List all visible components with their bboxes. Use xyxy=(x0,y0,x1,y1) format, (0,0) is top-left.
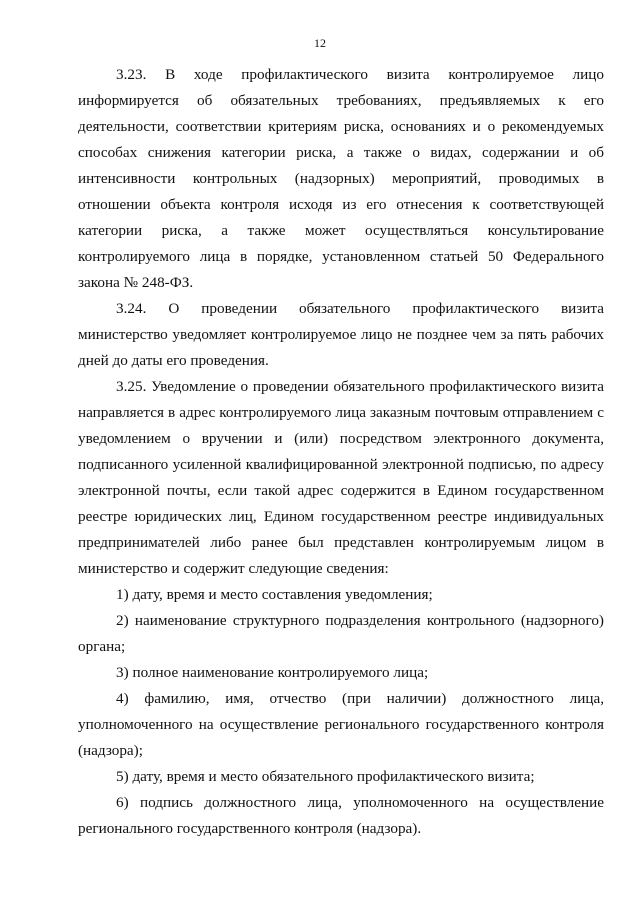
list-item-6: 6) подпись должностного лица, уполномоченного на осуществление регионального государственного контроля (надзора). xyxy=(78,794,604,837)
list-item-2: 2) наименование структурного подразделения контрольного (надзорного) органа; xyxy=(78,612,604,655)
paragraph-3-25: 3.25. Уведомление о проведении обязательного профилактического визита направляется в адрес контролируемого лица заказным почтовым отправлением с уведомлением о вручении и (или) посредством электронного документа, подписанного усиленной квалифицированной электронной подписью, по адресу электронной почты, если такой адрес содержится в Едином государственном реестре юридических лиц, Едином государственном реестре индивидуальных предпринимателей либо ранее был представлен контролируемым лицом в министерство и содержит следующие сведения: xyxy=(78,378,604,577)
paragraph-3-23: 3.23. В ходе профилактического визита контролируемое лицо информируется об обязательных требованиях, предъявляемых к его деятельности, соответствии критериям риска, основаниях и о рекомендуемых способах снижения категории риска, а также о видах, содержании и об интенсивности контрольных (надзорных) мероприятий, проводимых в отношении объекта контроля исходя из его отнесения к соответствующей категории риска, а также может осуществляться консультирование контролируемого лица в порядке, установленном статьей 50 Федерального закона № 248-ФЗ. xyxy=(78,66,604,291)
list-item-5: 5) дату, время и место обязательного профилактического визита; xyxy=(116,768,535,785)
document-body xyxy=(78,62,604,842)
list-item-1: 1) дату, время и место составления уведомления; xyxy=(116,586,433,603)
list-item-3: 3) полное наименование контролируемого лица; xyxy=(116,664,429,681)
page-number: 12 xyxy=(314,36,326,50)
list-item-4: 4) фамилию, имя, отчество (при наличии) должностного лица, уполномоченного на осуществление регионального государственного контроля (надзора); xyxy=(78,690,604,759)
paragraph-3-24: 3.24. О проведении обязательного профилактического визита министерство уведомляет контролируемое лицо не позднее чем за пять рабочих дней до даты его проведения. xyxy=(78,300,604,369)
